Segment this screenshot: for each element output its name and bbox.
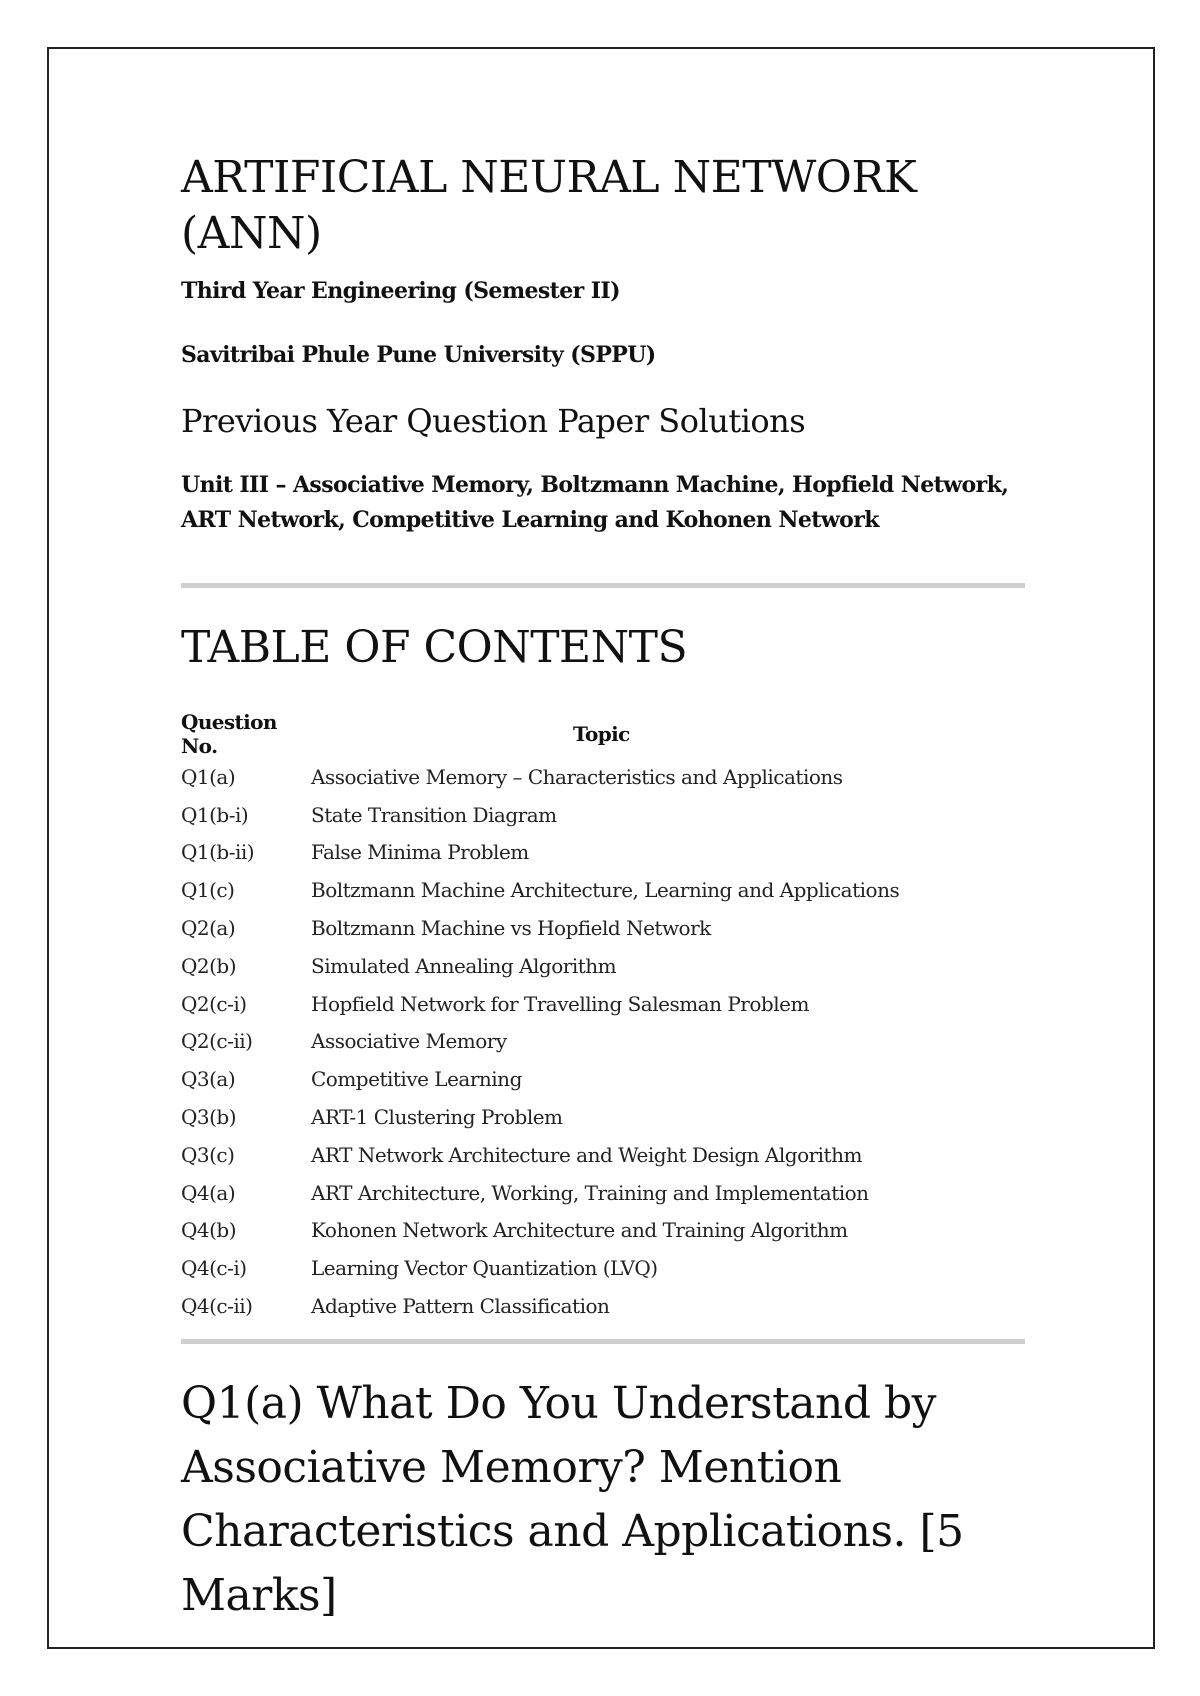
toc-topic: Simulated Annealing Algorithm — [311, 953, 617, 978]
toc-question-no: Q2(c-ii) — [181, 1029, 253, 1054]
toc-row — [181, 1136, 1025, 1174]
toc-question-no: Q3(a) — [181, 1067, 236, 1092]
toc-question-no: Q1(b-ii) — [181, 840, 255, 865]
toc-row — [181, 1287, 1025, 1325]
toc-question-no: Q2(b) — [181, 953, 237, 978]
toc-topic: Associative Memory — [311, 1029, 507, 1054]
page-content — [181, 150, 1029, 1628]
toc-row — [181, 796, 1025, 834]
toc-topic: State Transition Diagram — [311, 802, 557, 827]
toc-row — [181, 909, 1025, 947]
toc-topic: Kohonen Network Architecture and Training Algorithm — [311, 1218, 848, 1243]
toc-topic: Learning Vector Quantization (LVQ) — [311, 1256, 658, 1281]
toc-row — [181, 985, 1025, 1023]
toc-question-no: Q1(c) — [181, 878, 235, 903]
toc-topic: Hopfield Network for Travelling Salesman Problem — [311, 991, 809, 1016]
toc-row — [181, 1249, 1025, 1287]
toc-topic: ART Architecture, Working, Training and Implementation — [311, 1180, 869, 1205]
toc-question-no: Q2(c-i) — [181, 991, 247, 1016]
toc-question-no: Q2(a) — [181, 916, 236, 941]
toc-question-no: Q4(a) — [181, 1180, 236, 1205]
toc-row — [181, 1060, 1025, 1098]
toc-topic: Boltzmann Machine vs Hopfield Network — [311, 916, 711, 941]
toc-row — [181, 1098, 1025, 1136]
toc-row — [181, 758, 1025, 796]
toc-question-no: Q4(c-i) — [181, 1256, 247, 1281]
question-heading: Q1(a) What Do You Understand by Associative Memory? Mention Characteristics and Applications. [5 Marks] — [181, 1377, 964, 1621]
toc-row — [181, 834, 1025, 872]
toc-body — [181, 758, 1025, 1325]
unit-description: Unit III – Associative Memory, Boltzmann Machine, Hopfield Network, ART Network, Competitive Learning and Kohonen Network — [181, 472, 1009, 533]
toc-row — [181, 871, 1025, 909]
university-line: Savitribai Phule Pune University (SPPU) — [181, 342, 656, 368]
toc-question-no: Q3(c) — [181, 1142, 235, 1167]
toc-question-no: Q1(a) — [181, 764, 236, 789]
section-divider — [181, 583, 1025, 588]
toc-topic: Competitive Learning — [311, 1067, 522, 1092]
document-title: ARTIFICIAL NEURAL NETWORK (ANN) — [181, 152, 917, 259]
toc-table — [181, 710, 1025, 1325]
toc-topic: False Minima Problem — [311, 840, 529, 865]
toc-header-row — [181, 710, 1025, 758]
toc-topic: ART-1 Clustering Problem — [311, 1105, 563, 1130]
toc-row — [181, 1023, 1025, 1061]
course-line: Third Year Engineering (Semester II) — [181, 278, 620, 304]
toc-topic: Adaptive Pattern Classification — [311, 1294, 610, 1319]
section-divider — [181, 1339, 1025, 1344]
toc-question-no: Q3(b) — [181, 1105, 237, 1130]
toc-topic: Boltzmann Machine Architecture, Learning and Applications — [311, 878, 900, 903]
toc-question-no: Q4(c-ii) — [181, 1294, 253, 1319]
toc-row — [181, 1212, 1025, 1250]
toc-question-no: Q4(b) — [181, 1218, 237, 1243]
toc-question-no: Q1(b-i) — [181, 802, 249, 827]
toc-topic: ART Network Architecture and Weight Design Algorithm — [311, 1142, 862, 1167]
toc-row — [181, 947, 1025, 985]
toc-heading: TABLE OF CONTENTS — [181, 622, 688, 673]
toc-topic: Associative Memory – Characteristics and Applications — [311, 764, 843, 789]
toc-row — [181, 1174, 1025, 1212]
toc-column-question-no: Question No. — [181, 710, 277, 758]
document-subtitle: Previous Year Question Paper Solutions — [181, 402, 806, 440]
toc-column-topic: Topic — [573, 722, 630, 746]
